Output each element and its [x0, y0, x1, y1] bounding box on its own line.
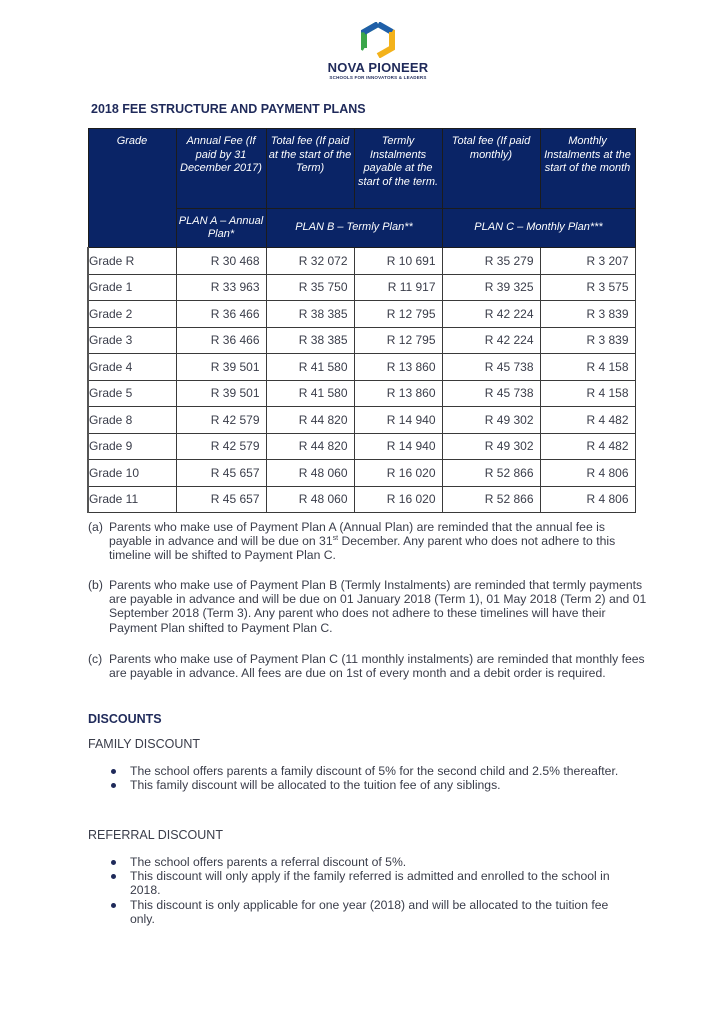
header-total-fee-term: Total fee (If paid at the start of the Term) — [266, 129, 354, 209]
fee-cell: R 39 501 — [176, 354, 266, 381]
fee-table — [87, 128, 636, 513]
logo-tagline: SCHOOLS FOR INNOVATORS & LEADERS — [329, 75, 427, 80]
plan-a-header: PLAN A – Annual Plan* — [176, 209, 266, 248]
plan-c-header: PLAN C – Monthly Plan*** — [442, 209, 635, 248]
fee-cell: R 39 325 — [442, 274, 540, 301]
hexagon-logo-icon — [360, 22, 396, 58]
family-discount-heading: FAMILY DISCOUNT — [88, 737, 201, 751]
note-text: Parents who make use of Payment Plan B (Termly Instalments) are reminded that termly payments are payable in advance and will be due on 01 January 2018 (Term 1), 01 May 2018 (Term 2) and 01 September 2018 (Term 3). Any parent who does not adhere to these timelines will have their Payment Plan shifted to Payment Plan C. — [109, 578, 647, 635]
list-item: This family discount will be allocated to the tuition fee of any siblings. — [108, 778, 628, 792]
fee-cell: R 45 738 — [442, 380, 540, 407]
grade-cell: Grade 2 — [88, 301, 176, 328]
fee-cell: R 36 466 — [176, 327, 266, 354]
note-c — [88, 652, 648, 680]
header-grade: Grade — [88, 129, 176, 248]
table-row — [88, 460, 635, 487]
plan-b-header: PLAN B – Termly Plan** — [266, 209, 442, 248]
grade-cell: Grade 1 — [88, 274, 176, 301]
note-marker: (b) — [88, 578, 103, 592]
fee-cell: R 41 580 — [266, 380, 354, 407]
fee-cell: R 4 806 — [540, 460, 635, 487]
fee-cell: R 16 020 — [354, 486, 442, 513]
grade-cell: Grade 5 — [88, 380, 176, 407]
grade-cell: Grade 4 — [88, 354, 176, 381]
grade-cell: Grade 3 — [88, 327, 176, 354]
header-annual-fee: Annual Fee (If paid by 31 December 2017) — [176, 129, 266, 209]
note-marker: (c) — [88, 652, 103, 666]
fee-cell: R 12 795 — [354, 301, 442, 328]
note-a — [88, 520, 648, 563]
school-logo — [323, 22, 433, 80]
header-total-fee-monthly: Total fee (If paid monthly) — [442, 129, 540, 209]
fee-cell: R 42 579 — [176, 433, 266, 460]
note-text-part: December. Any parent who does not adhere to this timeline will be shifted to Payment Plan C. — [109, 534, 616, 563]
discounts-heading: DISCOUNTS — [88, 712, 162, 726]
note-text: Parents who make use of Payment Plan C (11 monthly instalments) are reminded that monthly fees are payable in advance. All fees are due on 1st of every month and a debit order is required. — [109, 652, 645, 681]
fee-cell: R 49 302 — [442, 407, 540, 434]
table-row — [88, 248, 635, 275]
table-row — [88, 327, 635, 354]
fee-cell: R 16 020 — [354, 460, 442, 487]
fee-cell: R 49 302 — [442, 433, 540, 460]
fee-cell: R 11 917 — [354, 274, 442, 301]
fee-cell: R 52 866 — [442, 460, 540, 487]
fee-cell: R 42 224 — [442, 327, 540, 354]
grade-cell: Grade 8 — [88, 407, 176, 434]
table-row — [88, 354, 635, 381]
fee-cell: R 3 839 — [540, 301, 635, 328]
fee-cell: R 36 466 — [176, 301, 266, 328]
fee-cell: R 45 657 — [176, 486, 266, 513]
fee-cell: R 48 060 — [266, 460, 354, 487]
fee-cell: R 10 691 — [354, 248, 442, 275]
fee-cell: R 13 860 — [354, 380, 442, 407]
fee-cell: R 44 820 — [266, 407, 354, 434]
fee-cell: R 52 866 — [442, 486, 540, 513]
fee-cell: R 42 579 — [176, 407, 266, 434]
note-b — [88, 578, 648, 635]
fee-cell: R 35 279 — [442, 248, 540, 275]
fee-cell: R 12 795 — [354, 327, 442, 354]
list-item: This discount is only applicable for one year (2018) and will be allocated to the tuition fee only. — [108, 898, 628, 926]
fee-cell: R 33 963 — [176, 274, 266, 301]
fee-cell: R 38 385 — [266, 301, 354, 328]
note-text — [109, 520, 648, 563]
fee-cell: R 39 501 — [176, 380, 266, 407]
family-discount-list — [108, 764, 628, 792]
table-row — [88, 433, 635, 460]
fee-cell: R 44 820 — [266, 433, 354, 460]
header-monthly-instalments: Monthly Instalments at the start of the month — [540, 129, 635, 209]
fee-cell: R 35 750 — [266, 274, 354, 301]
fee-cell: R 42 224 — [442, 301, 540, 328]
list-item: The school offers parents a family discount of 5% for the second child and 2.5% thereafter. — [108, 764, 628, 778]
referral-discount-list — [108, 855, 628, 926]
grade-cell: Grade 11 — [88, 486, 176, 513]
fee-cell: R 14 940 — [354, 407, 442, 434]
table-row — [88, 486, 635, 513]
fee-cell: R 13 860 — [354, 354, 442, 381]
grade-cell: Grade 9 — [88, 433, 176, 460]
note-text-part: Parents who make use of Payment Plan A (Annual Plan) are reminded that the annual fee is payable in advance and will be due on 31 — [109, 520, 605, 549]
fee-cell: R 4 806 — [540, 486, 635, 513]
ordinal-suffix: st — [332, 535, 339, 543]
table-row — [88, 301, 635, 328]
fee-cell: R 14 940 — [354, 433, 442, 460]
fee-cell: R 4 482 — [540, 407, 635, 434]
fee-cell: R 4 158 — [540, 354, 635, 381]
fee-cell: R 3 575 — [540, 274, 635, 301]
page-title: 2018 FEE STRUCTURE AND PAYMENT PLANS — [91, 102, 366, 116]
fee-cell: R 4 482 — [540, 433, 635, 460]
list-item: The school offers parents a referral discount of 5%. — [108, 855, 628, 869]
table-row — [88, 407, 635, 434]
table-row — [88, 380, 635, 407]
grade-cell: Grade R — [88, 248, 176, 275]
referral-discount-heading: REFERRAL DISCOUNT — [88, 828, 223, 842]
fee-cell: R 32 072 — [266, 248, 354, 275]
fee-cell: R 30 468 — [176, 248, 266, 275]
fee-cell: R 38 385 — [266, 327, 354, 354]
grade-cell: Grade 10 — [88, 460, 176, 487]
fee-cell: R 3 839 — [540, 327, 635, 354]
fee-cell: R 48 060 — [266, 486, 354, 513]
note-marker: (a) — [88, 520, 103, 534]
fee-cell: R 41 580 — [266, 354, 354, 381]
list-item: This discount will only apply if the family referred is admitted and enrolled to the school in 2018. — [108, 869, 628, 897]
fee-cell: R 45 738 — [442, 354, 540, 381]
logo-name: NOVA PIONEER — [327, 60, 429, 75]
fee-cell: R 4 158 — [540, 380, 635, 407]
fee-cell: R 45 657 — [176, 460, 266, 487]
fee-cell: R 3 207 — [540, 248, 635, 275]
table-row — [88, 274, 635, 301]
header-termly-instalments: Termly Instalments payable at the start of the term. — [354, 129, 442, 209]
